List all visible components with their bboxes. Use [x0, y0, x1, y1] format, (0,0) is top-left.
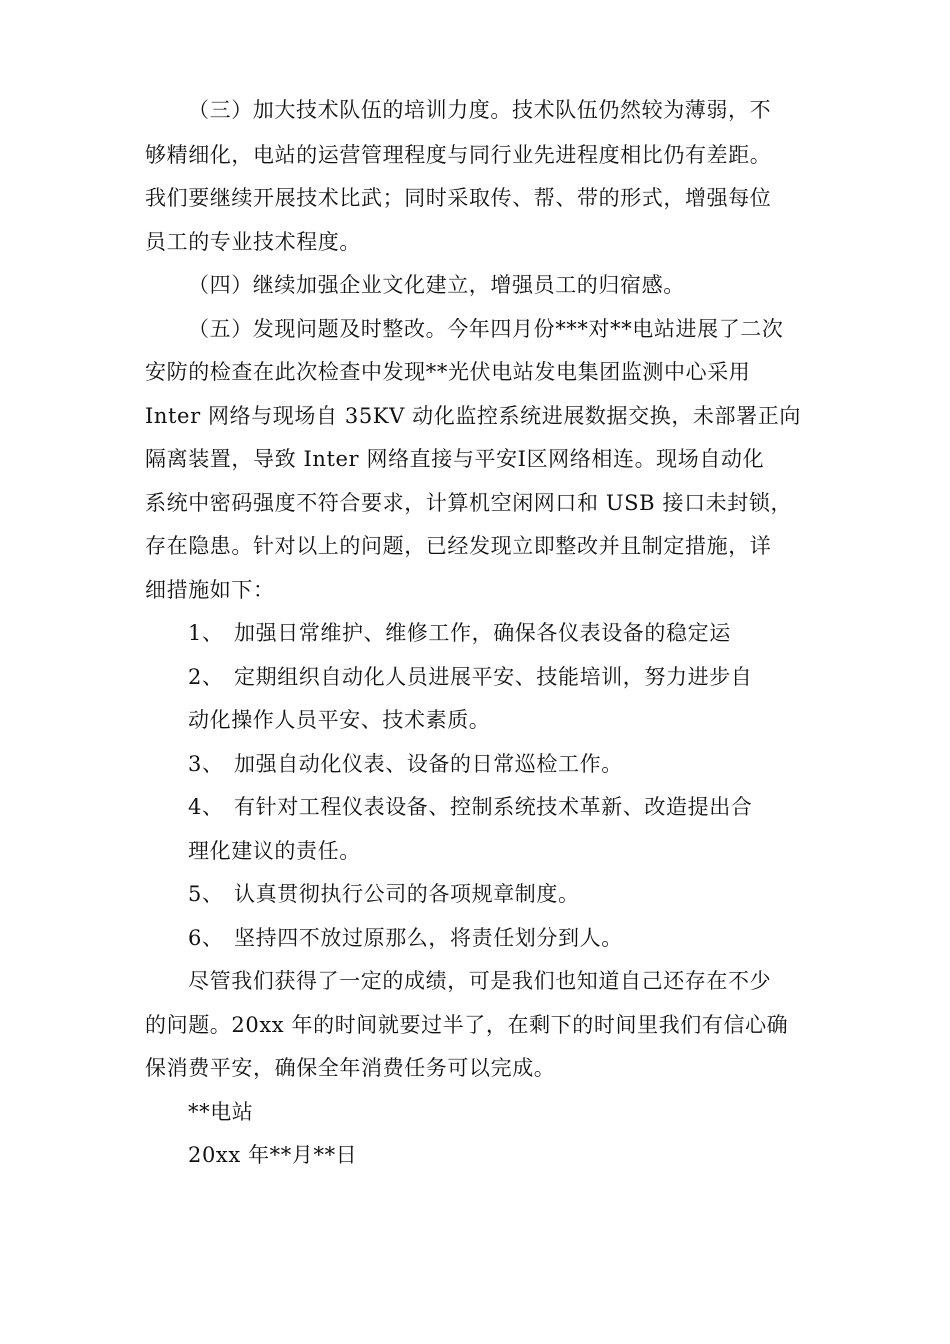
signature: **电站	[188, 1100, 254, 1124]
list-item-text: 认真贯彻执行公司的各项规章制度。	[234, 882, 580, 906]
paragraph-line: 隔离装置，导致 Inter 网络直接与平安Ⅰ区网络相连。现场自动化	[145, 447, 765, 471]
list-item-number: 4、	[188, 795, 224, 819]
list-item	[188, 792, 752, 822]
paragraph-line: Inter 网络与现场自 35KV 动化监控系统进展数据交换，未部署正向	[145, 404, 801, 428]
paragraph-line: 存在隐患。针对以上的问题，已经发现立即整改并且制定措施，详	[145, 534, 772, 558]
paragraph-line: 细措施如下：	[145, 578, 275, 602]
paragraph-line: （三）加大技术队伍的培训力度。技术队伍仍然较为薄弱，不	[188, 98, 772, 122]
list-item-continuation: 动化操作人员平安、技术素质。	[188, 708, 491, 732]
list-item-text: 加强自动化仪表、设备的日常巡检工作。	[234, 752, 623, 776]
list-item-number: 6、	[188, 926, 224, 950]
list-item-number: 1、	[188, 621, 224, 645]
date: 20xx 年**月**日	[188, 1143, 358, 1167]
list-item-text: 加强日常维护、维修工作，确保各仪表设备的稳定运	[234, 621, 731, 645]
list-item	[188, 662, 752, 692]
paragraph-line: 保消费平安，确保全年消费任务可以完成。	[145, 1056, 556, 1080]
list-item	[188, 618, 731, 648]
paragraph-line: 安防的检查在此次检查中发现**光伏电站发电集团监测中心采用	[145, 360, 751, 384]
paragraph-line: 的问题。20xx 年的时间就要过半了，在剩下的时间里我们有信心确	[145, 1013, 789, 1037]
list-item-number: 5、	[188, 882, 224, 906]
paragraph-line: 够精细化，电站的运营管理程度与同行业先进程度相比仍有差距。	[145, 143, 772, 167]
list-item-number: 3、	[188, 752, 224, 776]
paragraph-line: 我们要继续开展技术比武；同时采取传、帮、带的形式，增强每位	[145, 186, 772, 210]
list-item-text: 定期组织自动化人员进展平安、技能培训，努力进步自	[234, 665, 753, 689]
list-item-text: 有针对工程仪表设备、控制系统技术革新、改造提出合	[234, 795, 753, 819]
list-item-text: 坚持四不放过原那么，将责任划分到人。	[234, 926, 623, 950]
paragraph-line: 尽管我们获得了一定的成绩，可是我们也知道自己还存在不少	[188, 969, 772, 993]
list-item-number: 2、	[188, 665, 224, 689]
paragraph-line: （五）发现问题及时整改。今年四月份***对**电站进展了二次	[188, 317, 784, 341]
list-item	[188, 749, 623, 779]
list-item	[188, 879, 580, 909]
paragraph-line: （四）继续加强企业文化建立，增强员工的归宿感。	[188, 273, 685, 297]
paragraph-line: 员工的专业技术程度。	[145, 230, 361, 254]
paragraph-line: 系统中密码强度不符合要求，计算机空闲网口和 USB 接口未封锁，	[145, 491, 793, 515]
list-item	[188, 923, 623, 953]
list-item-continuation: 理化建议的责任。	[188, 839, 361, 863]
